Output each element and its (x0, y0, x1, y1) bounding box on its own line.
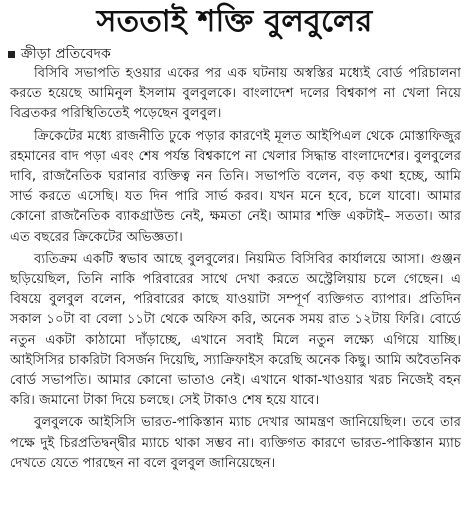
article-body (4, 64, 465, 474)
byline (4, 44, 465, 64)
headline: সততাই শক্তি বুলবুলের (96, 4, 373, 39)
paragraph: বিসিবি সভাপতি হওয়ার একের পর এক ঘটনায় অস্বস্তির মধ্যেই বোর্ড পরিচালনা করতে হয়েছে আমিনুল ইসলাম বুলবুলকে। বাংলাদেশ দলের বিশ্বকাপ না খেলা নিয়ে বিব্রতকর পরিস্থিতিতেই পড়েছেন বুলবুল। (10, 66, 461, 122)
paragraph: ক্রিকেটের মধ্যে রাজনীতি ঢুকে পড়ার কারণেই মূলত আইপিএল থেকে মোস্তাফিজুর রহমানের বাদ পড়া এবং শেষ পর্যন্ত বিশ্বকাপে না খেলার সিদ্ধান্ত বাংলাদেশের। বুলবুলের দাবি, রাজনৈতিক ঘরানার ব্যক্তিত্ব নন তিনি। সভাপতি বলেন, বড় কথা হচ্ছে, আমি সার্ভ করতে এসেছি। যত দিন পারি সার্ভ করব। যখন মনে হবে, চলে যাবো। আমার কোনো রাজনৈতিক ব্যাকগ্রাউন্ড নেই, ক্ষমতা নেই। আমার শক্তি একটাই– সততা। আর এত বছরের ক্রিকেটের অভিজ্ঞতা। (10, 128, 461, 245)
paragraph: বুলবুলকে আইসিসি ভারত-পাকিস্তান ম্যাচ দেখার আমন্ত্রণ জানিয়েছিল। তবে তার পক্ষে দুই চিরপ্রতিদ্বন্দ্বীর ম্যাচে থাকা সম্ভব না। ব্যক্তিগত কারণে ভারত-পাকিস্তান ম্যাচ দেখতে যেতে পারছেন না বলে বুলবুল জানিয়েছেন। (10, 415, 461, 471)
square-bullet-icon (8, 51, 15, 58)
paragraph: ব্যতিক্রম একটি স্বভাব আছে বুলবুলের। নিয়মিত বিসিবির কার্যালয়ে আসা। গুঞ্জন ছড়িয়েছিল, তিনি নাকি পরিবারের সাথে দেখা করতে অস্ট্রেলিয়ায় চলে গেছেন। এ বিষয়ে বুলবুল বলেন, পরিবারের কাছে যাওয়াটা সম্পূর্ণ ব্যক্তিগত ব্যাপার। প্রতিদিন সকাল ১০টা বা বেলা ১১টা থেকে অফিস করি, অনেক সময় রাত ১২টায় ফিরি। বোর্ডে নতুন একটা কাঠামো দাঁড়াচ্ছে, এখানে সবাই মিলে নতুন লক্ষ্যে এগিয়ে যাচ্ছি। আইসিসির চাকরিটা বিসর্জন দিয়েছি, স্যাক্রিফাইস করেছি অনেক কিছু। আমি অবৈতনিক বোর্ড সভাপতি। আমার কোনো ভাতাও নেই। এখানে থাকা-খাওয়ার খরচ নিজেই বহন করি। জমানো টাকা দিয়ে চলছে। সেই টাকাও শেষ হয়ে যাবে। (10, 251, 461, 409)
byline-text: ক্রীড়া প্রতিবেদক (21, 46, 111, 62)
